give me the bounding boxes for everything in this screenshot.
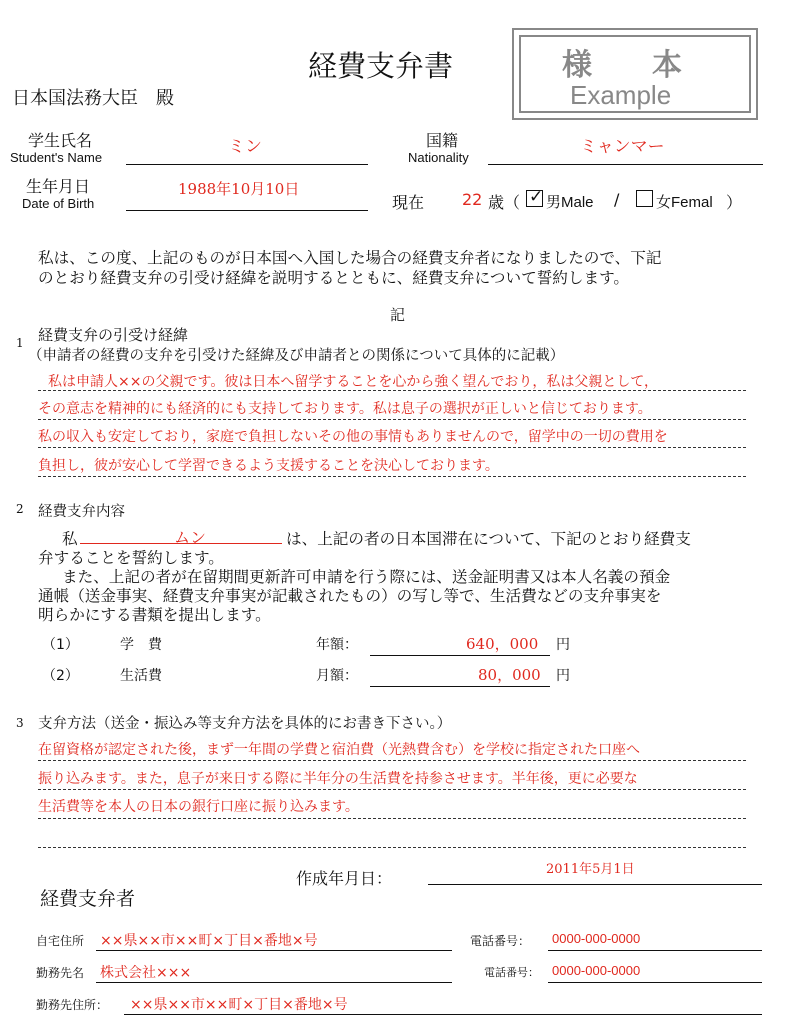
- section3-dashed-rule: [38, 760, 746, 761]
- dob-underline: [126, 210, 368, 211]
- work-name-underline: [96, 982, 452, 983]
- section1-line: 負担し，彼が安心して学習できるよう支援することを決心しております。: [38, 458, 499, 474]
- section3-line: 生活費等を本人の日本の銀行口座に振り込みます。: [38, 799, 359, 815]
- sponsor-name: ムン: [174, 528, 207, 547]
- home-address-underline: [96, 950, 452, 951]
- section3-title: 支弁方法（送金・振込み等支弁方法を具体的にお書き下さい。）: [38, 716, 452, 732]
- addressee: 日本国法務大臣 殿: [12, 88, 174, 109]
- cost-item-period: 年額：: [316, 637, 358, 653]
- student-name-value: ミン: [228, 137, 262, 157]
- section3-line: 在留資格が認定された後，まず一年間の学費と宿泊費（光熱費含む）を学校に指定された口座へ: [38, 742, 640, 758]
- stamp-sub-text: Example: [570, 80, 672, 110]
- home-address-label: 自宅住所: [36, 934, 85, 948]
- section2-para2-line: 通帳（送金事実、経費支弁事実が記載されたもの）の写し等で、生活費などの支弁事実を: [38, 587, 662, 605]
- cost-item-amount: 80，000: [478, 666, 541, 684]
- section3-dashed-rule: [38, 847, 746, 848]
- dob-label-en: Date of Birth: [22, 196, 95, 211]
- student-name-label-jp: 学生氏名: [28, 131, 93, 150]
- document-title: 経費支弁書: [308, 49, 454, 83]
- age-value: 22: [462, 190, 483, 209]
- stamp-main-text: 様 本: [562, 48, 682, 83]
- date-value: 2011年5月1日: [546, 862, 635, 877]
- section2-title: 経費支弁内容: [38, 504, 125, 520]
- nationality-label-jp: 国籍: [426, 131, 459, 150]
- section2-para2-line: また、上記の者が在留期間更新許可申請を行う際には、送金証明書又は本人名義の預金: [62, 568, 671, 586]
- ki-heading: 記: [390, 306, 406, 324]
- section3-dashed-rule: [38, 818, 746, 819]
- work-name-label: 勤務先名: [36, 966, 85, 980]
- age-prefix: 現在: [392, 193, 425, 212]
- section1-line: 私の収入も安定しており，家庭で負担しないその他の事情もありませんので，留学中の一切の費用を: [38, 429, 668, 445]
- work-address-underline: [124, 1014, 762, 1015]
- male-label: 男Male: [546, 194, 594, 211]
- work-name-value: 株式会社×××: [100, 965, 192, 981]
- section3-number: 3: [16, 716, 24, 730]
- home-tel-value: 0000-000-0000: [552, 931, 641, 946]
- cost-item-name: 学 費: [120, 637, 162, 653]
- cost-item-underline: [370, 655, 550, 656]
- nationality-label-en: Nationality: [408, 150, 469, 165]
- student-name-underline: [126, 164, 368, 165]
- sex-close-paren: ）: [726, 193, 743, 212]
- section1-number: 1: [16, 336, 24, 350]
- work-tel-value: 0000-000-0000: [552, 963, 641, 978]
- example-stamp: [512, 28, 758, 120]
- sponsor-heading: 経費支弁者: [40, 888, 136, 910]
- nationality-value: ミャンマー: [580, 137, 665, 157]
- cost-item-unit: 円: [556, 668, 570, 684]
- intro-line: 私は、この度、上記のものが日本国へ入国した場合の経費支弁者になりましたので、下記: [38, 249, 662, 267]
- home-address-value: ××県××市××町×丁目×番地×号: [100, 933, 318, 949]
- intro-line: のとおり経費支弁の引受け経緯を説明するとともに、経費支弁について誓約します。: [38, 269, 630, 287]
- section1-dashed-rule: [38, 390, 746, 391]
- cost-item-period: 月額：: [316, 668, 358, 684]
- section1-line: その意志を精神的にも経済的にも支持しております。私は息子の選択が正しいと信じております。: [38, 401, 652, 417]
- student-name-label-en: Student's Name: [10, 150, 103, 165]
- cost-item-num: （1）: [42, 637, 79, 653]
- sponsor-name-underline: [80, 543, 282, 544]
- section2-para1-line2: 弁することを誓約します。: [38, 549, 224, 567]
- section1-line: 私は申請人××の父親です。彼は日本へ留学することを心から強く望んでおり，私は父親として，: [48, 374, 659, 390]
- section1-dashed-rule: [38, 419, 746, 420]
- male-checkmark-icon: ✓: [529, 187, 544, 207]
- nationality-underline: [488, 164, 763, 165]
- sponsor-prefix: 私: [62, 530, 78, 548]
- section1-title: 経費支弁の引受け経緯: [38, 326, 189, 344]
- sex-slash: /: [614, 190, 620, 209]
- work-address-label: 勤務先住所：: [36, 998, 109, 1012]
- section3-line: 振り込みます。また，息子が来日する際に半年分の生活費を持参させます。半年後，更に必要な: [38, 771, 638, 787]
- section2-number: 2: [16, 502, 24, 516]
- section1-subtitle: （申請者の経費の支弁を引受けた経緯及び申請者との関係について具体的に記載）: [28, 348, 565, 364]
- work-tel-underline: [548, 982, 762, 983]
- date-label: 作成年月日：: [296, 869, 393, 888]
- section2-para1: は、上記の者の日本国滞在について、下記のとおり経費支: [286, 530, 691, 548]
- section3-dashed-rule: [38, 789, 746, 790]
- female-label: 女Femal: [656, 194, 713, 211]
- female-checkbox[interactable]: [636, 190, 653, 207]
- home-tel-label: 電話番号：: [470, 934, 531, 948]
- age-suffix: 歳（: [488, 193, 521, 212]
- cost-item-name: 生活費: [120, 668, 162, 684]
- home-tel-underline: [548, 950, 762, 951]
- cost-item-num: （2）: [42, 668, 79, 684]
- date-underline: [428, 884, 762, 885]
- cost-item-amount: 640，000: [466, 635, 539, 653]
- section1-dashed-rule: [38, 447, 746, 448]
- cost-item-unit: 円: [556, 637, 570, 653]
- dob-value: 1988年10月10日: [178, 180, 300, 198]
- cost-item-underline: [370, 686, 550, 687]
- section1-dashed-rule: [38, 476, 746, 477]
- work-address-value: ××県××市××町×丁目×番地×号: [130, 997, 348, 1013]
- work-tel-label: 電話番号：: [484, 966, 539, 979]
- dob-label-jp: 生年月日: [26, 177, 91, 196]
- section2-para2-line: 明らかにする書類を提出します。: [38, 606, 271, 624]
